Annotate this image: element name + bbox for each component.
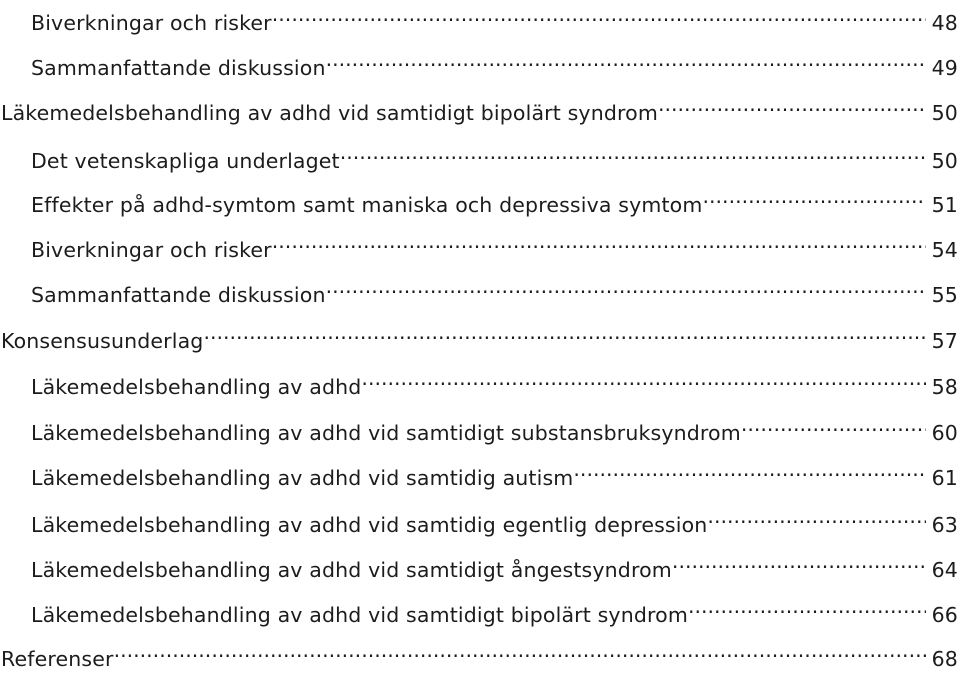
toc-entry-title: Läkemedelsbehandling av adhd vid samtidigt substansbruksyndrom [31,421,741,445]
toc-dot-leader [703,182,927,212]
toc-entry[interactable] [0,592,960,627]
toc-entry-title: Läkemedelsbehandling av adhd vid samtidig egentlig depression [31,513,708,537]
toc-entry-title: Effekter på adhd-symtom samt maniska och depressiva symtom [31,193,703,217]
toc-page-number: 64 [931,558,958,582]
toc-entry-title: Det vetenskapliga underlaget [31,149,340,173]
toc-page-number: 50 [931,149,958,173]
toc-entry[interactable] [0,227,960,262]
toc-page-number: 48 [931,11,958,35]
toc-entry[interactable] [0,410,960,445]
toc-dot-leader [340,138,926,168]
toc-entry[interactable] [0,45,960,80]
toc-entry[interactable] [0,455,960,490]
toc-entry-title: Läkemedelsbehandling av adhd vid samtidigt ångestsyndrom [31,558,672,582]
toc-dot-leader [114,636,926,666]
toc-entry[interactable] [0,90,960,125]
toc-entry-title: Läkemedelsbehandling av adhd vid samtidigt bipolärt syndrom [1,101,658,125]
toc-page-number: 68 [931,647,958,671]
toc-entry-title: Konsensusunderlag [1,329,204,353]
toc-entry[interactable] [0,636,960,671]
toc-dot-leader [326,272,926,302]
toc-entry-title: Läkemedelsbehandling av adhd vid samtidig autism [31,466,574,490]
toc-page-number: 50 [931,101,958,125]
toc-dot-leader [573,455,926,485]
toc-page-number: 55 [931,283,958,307]
toc-dot-leader [707,502,926,532]
toc-dot-leader [326,45,926,75]
toc-dot-leader [203,318,926,348]
toc-dot-leader [688,592,926,622]
toc-page-number: 60 [931,421,958,445]
toc-page-number: 58 [931,375,958,399]
toc-entry-title: Läkemedelsbehandling av adhd vid samtidigt bipolärt syndrom [31,603,688,627]
toc-entry-title: Läkemedelsbehandling av adhd [31,375,362,399]
toc-entry-title: Referenser [1,647,114,671]
toc-entry[interactable] [0,502,960,537]
toc-page-number: 54 [931,238,958,262]
toc-dot-leader [672,547,926,577]
toc-page-number: 51 [931,193,958,217]
toc-page-number: 57 [931,329,958,353]
toc-page-number: 66 [931,603,958,627]
toc-entry[interactable] [0,547,960,582]
toc-entry[interactable] [0,272,960,307]
toc-entry-title: Biverkningar och risker [31,238,272,262]
toc-entry-title: Sammanfattande diskussion [31,283,326,307]
toc-entry[interactable] [0,318,960,353]
toc-dot-leader [361,364,926,394]
toc-entry[interactable] [0,0,960,35]
toc-page-number: 63 [931,513,958,537]
toc-entry[interactable] [0,364,960,399]
toc-dot-leader [272,0,926,30]
toc-entry[interactable] [0,138,960,173]
toc-entry[interactable] [0,182,960,217]
toc-dot-leader [741,410,926,440]
toc-page-number: 61 [931,466,958,490]
toc-dot-leader [658,90,926,120]
toc-dot-leader [272,227,926,257]
toc-page-number: 49 [931,56,958,80]
toc-entry-title: Sammanfattande diskussion [31,56,326,80]
toc-entry-title: Biverkningar och risker [31,11,272,35]
